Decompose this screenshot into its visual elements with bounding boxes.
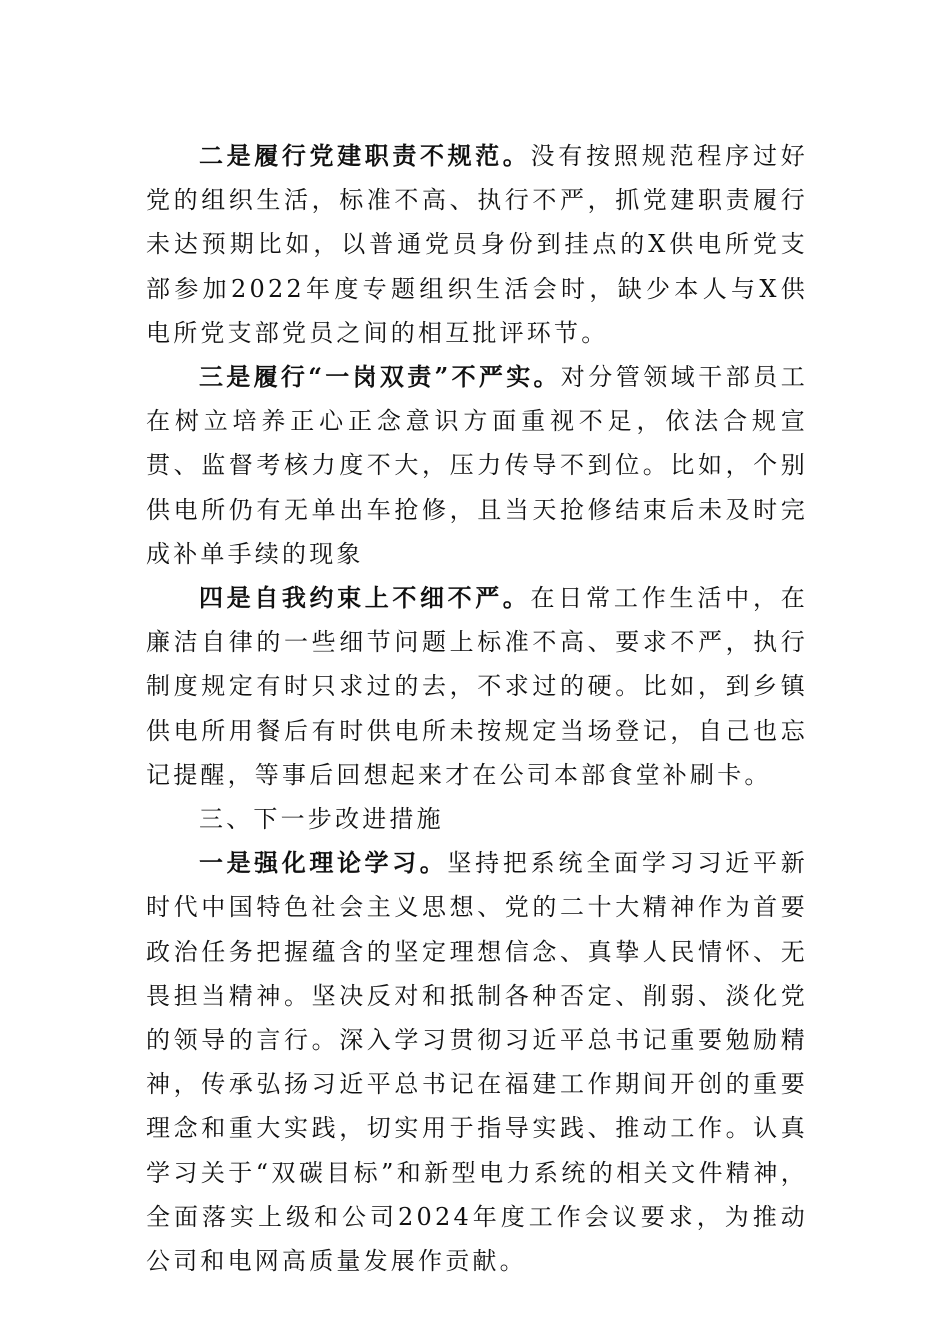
paragraph-one-post-two-duties <box>146 355 808 576</box>
paragraph-lead: 二是履行党建职责不规范。 <box>199 141 531 170</box>
paragraph-text: 对分管领域干部员工在树立培养正心正念意识方面重视不足，依法合规宣贯、监督考核力度不大，压力传导不到位。比如，个别供电所仍有无单出车抢修，且当天抢修结束后未及时完成补单手续的现象 <box>146 363 808 568</box>
paragraph-lead: 一是强化理论学习。 <box>199 848 448 878</box>
paragraph-lead: 四是自我约束上不细不严。 <box>199 583 531 613</box>
paragraph-text: 在日常工作生活中，在廉洁自律的一些细节问题上标准不高、要求不严，执行制度规定有时只求过的去，不求过的硬。比如，到乡镇供电所用餐后有时供电所未按规定当场登记，自己也忘记提醒，等事后回想起来才在公司本部食堂补刷卡。 <box>146 584 809 789</box>
paragraph-text: 没有按照规范程序过好党的组织生活，标准不高、执行不严，抓党建职责履行未达预期比如，以普通党员身份到挂点的X供电所党支部参加2022年度专题组织生活会时，缺少本人与X供电所党支部党员之间的相互批评环节。 <box>146 142 809 347</box>
paragraph-self-discipline <box>146 576 808 797</box>
paragraph-lead: 三是履行“一岗双责”不严实。 <box>199 362 561 392</box>
section-heading: 三、下一步改进措施 <box>199 805 444 834</box>
paragraph-text: 坚持把系统全面学习习近平新时代中国特色社会主义思想、党的二十大精神作为首要政治任务把握蕴含的坚定理想信念、真挚人民情怀、无畏担当精神。坚决反对和抵制各种否定、削弱、淡化党的领导的言行。深入学习贯彻习近平总书记重要勉励精神，传承弘扬习近平总书记在福建工作期间开创的重要理念和重大实践，切实用于指导实践、推动工作。认真学习关于“双碳目标”和新型电力系统的相关文件精神，全面落实上级和公司2024年度工作会议要求，为推动公司和电网高质量发展作贡献。 <box>146 849 808 1276</box>
paragraph-theory-study <box>146 841 808 1283</box>
document-page <box>146 134 808 1283</box>
paragraph-party-building-duty <box>146 134 808 355</box>
